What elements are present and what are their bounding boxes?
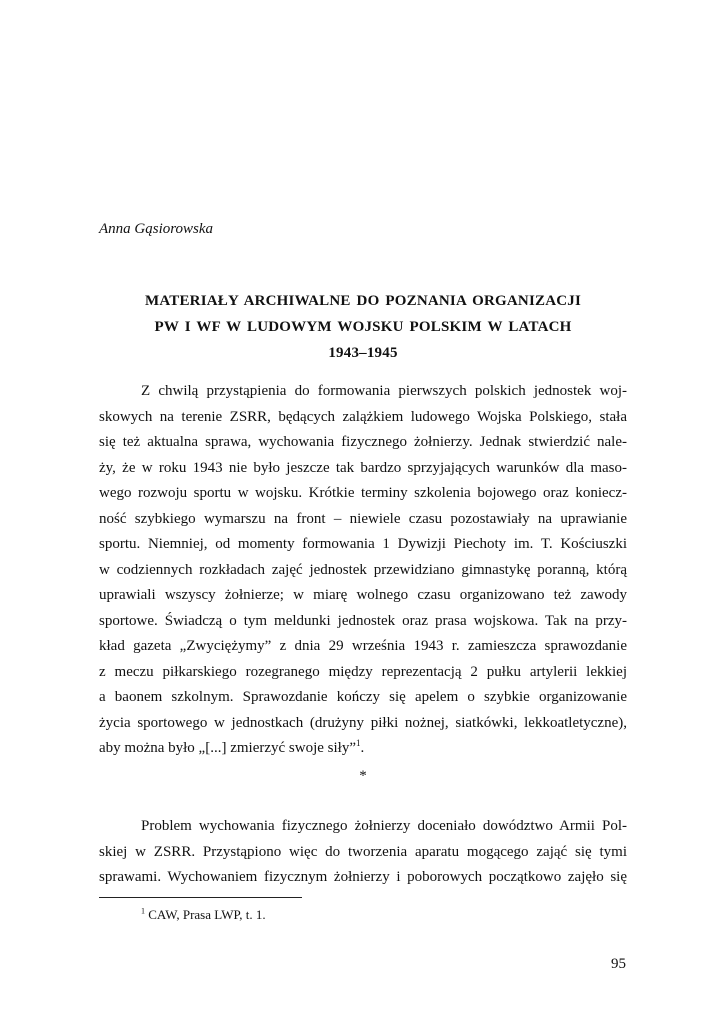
author-name: Anna Gąsiorowska <box>99 221 214 237</box>
sentence-end: . <box>360 740 365 756</box>
footnote-divider <box>99 897 302 898</box>
text-line-content: aby można było „[...] zmierzyć swoje siły” <box>99 740 356 756</box>
text-line: wego rozwoju sportu w wojsku. Krótkie terminy szkolenia bojowego oraz koniecz- <box>99 485 627 501</box>
text-line: ży, że w roku 1943 nie było jeszcze tak bardzo sprzyjających warunków dla maso- <box>99 459 627 476</box>
text-line: w codziennych rozkładach zajęć jednostek przewidziano gimnastykę poranną, którą <box>99 561 627 578</box>
paragraph-2 <box>99 814 627 891</box>
page-number: 95 <box>611 956 626 972</box>
text-line: skiej w ZSRR. Przystąpiono więc do tworzenia aparatu mogącego zająć się tymi <box>99 843 627 860</box>
text-line: życia sportowego w jednostkach (drużyny piłki nożnej, siatkówki, lekkoatletyczne), <box>99 714 627 731</box>
text-line: Z chwilą przystąpienia do formowania pierwszych polskich jednostek woj- <box>141 383 627 399</box>
footnote-reference[interactable]: 1 <box>356 738 361 748</box>
text-line: a baonem szkolnym. Sprawozdanie kończy się apelem o szybkie organizowanie <box>99 689 627 705</box>
text-line: sportu. Niemniej, od momenty formowania 1 Dywizji Piechoty im. T. Kościuszki <box>99 536 627 552</box>
article-title <box>99 288 627 366</box>
text-line: ność szybkiego wymarszu na front – niewiele czasu pozostawiały na uprawianie <box>99 510 627 527</box>
text-line: Problem wychowania fizycznego żołnierzy doceniało dowództwo Armii Pol- <box>141 818 627 834</box>
text-line: sprawami. Wychowaniem fizycznym żołnierzy i poborowych początkowo zajęło się <box>99 869 627 885</box>
text-line-last <box>99 736 627 762</box>
footnote <box>141 906 266 924</box>
text-line: z meczu piłkarskiego rozegranego między reprezentacją 2 pułku artylerii lekkiej <box>99 663 627 680</box>
title-line: MATERIAŁY ARCHIWALNE DO POZNANIA ORGANIZACJI <box>144 293 581 309</box>
title-line: 1943–1945 <box>328 345 398 361</box>
paragraph-1 <box>99 379 627 762</box>
text-line: skowych na terenie ZSRR, będących zalążkiem ludowego Wojska Polskiego, stała <box>99 408 627 425</box>
text-line: się też aktualna sprawa, wychowania fizycznego żołnierzy. Jednak stwierdzić nale- <box>99 434 627 450</box>
footnote-text: CAW, Prasa LWP, t. 1. <box>145 907 266 922</box>
text-line: kład gazeta „Zwyciężymy” z dnia 29 września 1943 r. zamieszcza sprawozdanie <box>99 638 627 654</box>
section-separator: * <box>359 768 367 784</box>
title-line: PW I WF W LUDOWYM WOJSKU POLSKIM W LATACH <box>154 319 572 335</box>
text-line: sportowe. Świadczą o tym meldunki jednostek oraz prasa wojskowa. Tak na przy- <box>99 612 627 629</box>
text-line: uprawiali wszyscy żołnierze; w miarę wolnego czasu organizowano też zawody <box>99 587 627 603</box>
footnote-marker: 1 <box>141 906 145 916</box>
